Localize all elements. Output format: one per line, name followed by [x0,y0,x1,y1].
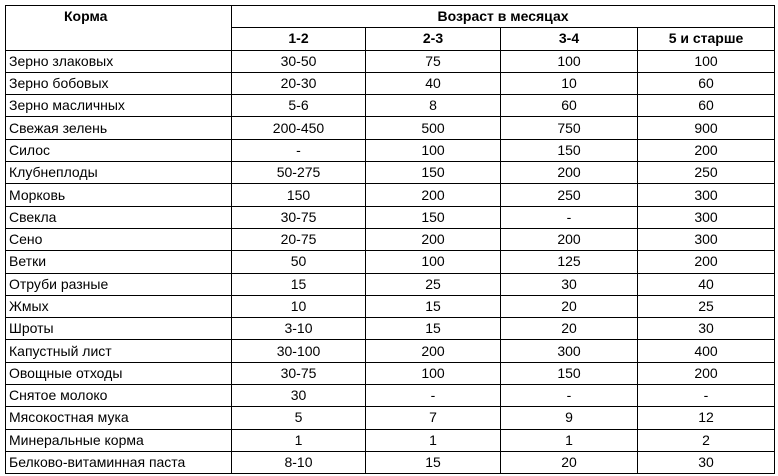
table-row [6,340,775,362]
value-cell: 30-50 [232,50,366,72]
value-cell: - [232,139,366,161]
feed-name-cell: Клубнеплоды [6,162,232,184]
feed-name-cell: Белково-витаминная паста [6,451,232,473]
value-cell: 20 [501,318,638,340]
value-cell: 1 [366,429,501,451]
value-cell: 750 [501,117,638,139]
column-header: 1-2 [232,28,366,50]
value-cell: 20 [501,451,638,473]
header-row-group [6,6,775,28]
feed-name-cell: Отруби разные [6,273,232,295]
feed-name-cell: Ветки [6,251,232,273]
value-cell: 3-10 [232,318,366,340]
table-row [6,295,775,317]
feed-name-cell: Зерно масличных [6,95,232,117]
value-cell: 20-75 [232,228,366,250]
value-cell: 15 [366,295,501,317]
value-cell: 150 [366,162,501,184]
value-cell: 30 [638,318,775,340]
value-cell: 30 [501,273,638,295]
value-cell: 30-75 [232,362,366,384]
value-cell: 8-10 [232,451,366,473]
value-cell: 40 [638,273,775,295]
value-cell: 150 [232,184,366,206]
value-cell: 200 [366,340,501,362]
value-cell: 400 [638,340,775,362]
feed-name-cell: Овощные отходы [6,362,232,384]
value-cell: 20-30 [232,72,366,94]
value-cell: 50 [232,251,366,273]
value-cell: 200 [638,139,775,161]
value-cell: 12 [638,407,775,429]
feed-name-cell: Морковь [6,184,232,206]
feed-name-cell: Зерно злаковых [6,50,232,72]
value-cell: 5-6 [232,95,366,117]
group-header: Возраст в месяцах [232,6,775,28]
column-header: 5 и старше [638,28,775,50]
value-cell: 100 [501,50,638,72]
value-cell: - [501,385,638,407]
value-cell: 100 [638,50,775,72]
column-header: 2-3 [366,28,501,50]
value-cell: 30 [232,385,366,407]
feed-name-cell: Силос [6,139,232,161]
value-cell: 200 [638,362,775,384]
value-cell: 250 [638,162,775,184]
value-cell: 150 [366,206,501,228]
value-cell: 200 [501,228,638,250]
value-cell: 7 [366,407,501,429]
table-row [6,72,775,94]
value-cell: 1 [501,429,638,451]
feed-name-cell: Капустный лист [6,340,232,362]
table-row [6,385,775,407]
value-cell: 100 [366,251,501,273]
value-cell: 900 [638,117,775,139]
value-cell: 200 [501,162,638,184]
value-cell: 15 [366,451,501,473]
value-cell: 10 [501,72,638,94]
feed-name-cell: Минеральные корма [6,429,232,451]
feed-name-cell: Жмых [6,295,232,317]
corner-header: Корма [6,6,232,51]
feed-name-cell: Шроты [6,318,232,340]
value-cell: 60 [638,95,775,117]
value-cell: 300 [638,206,775,228]
feed-name-cell: Зерно бобовых [6,72,232,94]
feed-name-cell: Мясокостная мука [6,407,232,429]
value-cell: 250 [501,184,638,206]
value-cell: 60 [501,95,638,117]
value-cell: 25 [366,273,501,295]
value-cell: - [501,206,638,228]
value-cell: 200 [366,184,501,206]
feed-name-cell: Снятое молоко [6,385,232,407]
value-cell: 40 [366,72,501,94]
value-cell: 25 [638,295,775,317]
value-cell: 20 [501,295,638,317]
value-cell: 125 [501,251,638,273]
value-cell: 200 [638,251,775,273]
table-row [6,95,775,117]
value-cell: 300 [501,340,638,362]
value-cell: 150 [501,362,638,384]
column-header: 3-4 [501,28,638,50]
feed-name-cell: Сено [6,228,232,250]
value-cell: 8 [366,95,501,117]
table-row [6,251,775,273]
value-cell: 200 [366,228,501,250]
value-cell: 500 [366,117,501,139]
feed-name-cell: Свекла [6,206,232,228]
value-cell: 300 [638,228,775,250]
value-cell: 30-100 [232,340,366,362]
value-cell: 300 [638,184,775,206]
value-cell: 100 [366,139,501,161]
table-header [6,6,775,51]
table-row [6,429,775,451]
feed-name-cell: Свежая зелень [6,117,232,139]
value-cell: 75 [366,50,501,72]
value-cell: 100 [366,362,501,384]
table-row [6,318,775,340]
value-cell: - [638,385,775,407]
table-row [6,362,775,384]
table-row [6,206,775,228]
value-cell: 15 [366,318,501,340]
value-cell: 9 [501,407,638,429]
value-cell: 15 [232,273,366,295]
feed-table [5,5,775,474]
value-cell: 5 [232,407,366,429]
value-cell: 2 [638,429,775,451]
table-row [6,228,775,250]
value-cell: - [366,385,501,407]
table-body [6,50,775,474]
table-row [6,50,775,72]
value-cell: 10 [232,295,366,317]
value-cell: 60 [638,72,775,94]
table-row [6,273,775,295]
value-cell: 30-75 [232,206,366,228]
table-row [6,139,775,161]
table-row [6,162,775,184]
value-cell: 30 [638,451,775,473]
value-cell: 50-275 [232,162,366,184]
table-row [6,451,775,473]
value-cell: 150 [501,139,638,161]
value-cell: 200-450 [232,117,366,139]
value-cell: 1 [232,429,366,451]
table-row [6,184,775,206]
table-row [6,407,775,429]
table-row [6,117,775,139]
